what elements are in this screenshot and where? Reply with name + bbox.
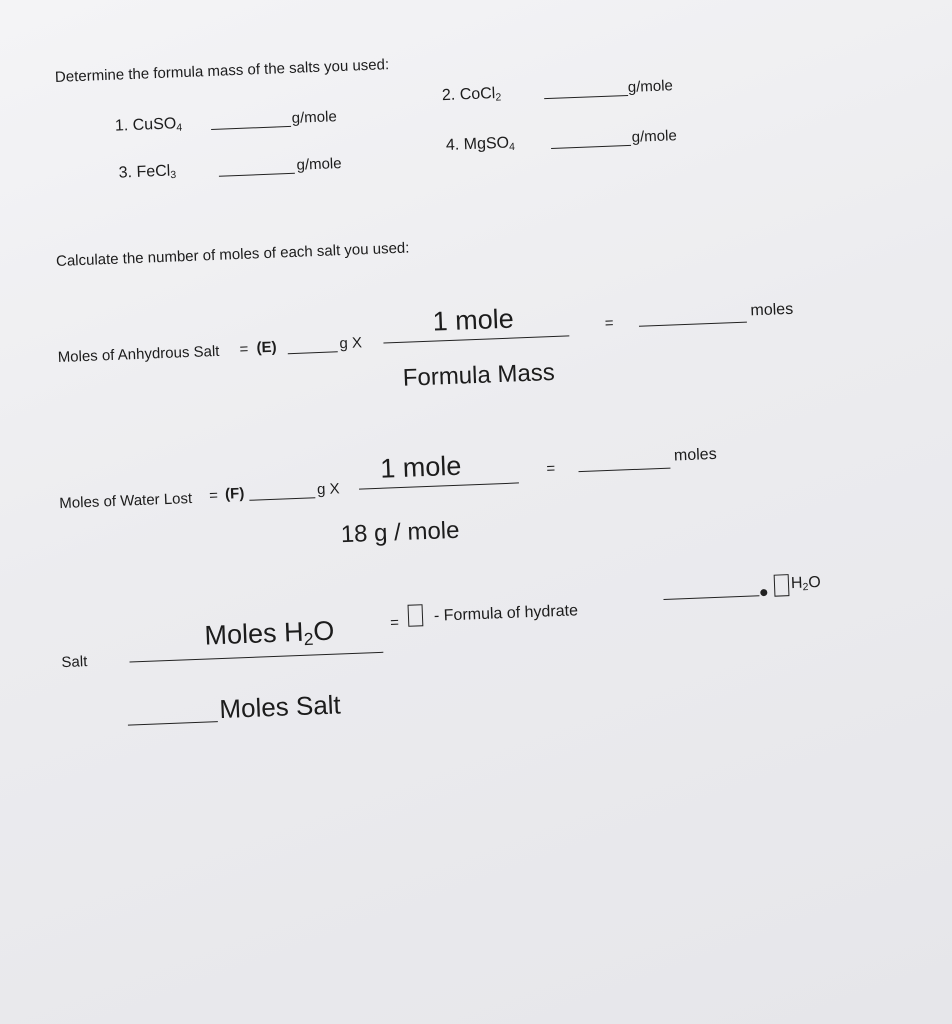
salt-moles-blank[interactable] — [128, 721, 218, 725]
mgso4-mass-blank[interactable] — [551, 145, 631, 149]
anhydrous-equals: = — [604, 314, 614, 333]
cuso4-unit: g/mole — [291, 108, 338, 127]
ratio-answer-box[interactable] — [408, 604, 424, 627]
anhydrous-denominator: Formula Mass — [402, 358, 556, 392]
anhydrous-unit: moles — [750, 300, 794, 320]
ratio-numerator: Moles $H_2O$ — [203, 615, 335, 651]
formula-mass-heading: Determine the formula mass of the salts you used: — [54, 56, 390, 86]
anhydrous-label: Moles of Anhydrous Salt — [57, 342, 220, 367]
salt-fecl3: 3. FeCl$_3$ — [118, 162, 177, 182]
salt-cuso4: 1. CuSO$_4$ — [114, 115, 183, 135]
hydrate-water-label: $H_2O$ — [790, 573, 822, 594]
anhydrous-mass-blank[interactable] — [288, 351, 338, 354]
anhydrous-moles-blank[interactable] — [639, 322, 747, 327]
salt-cocl2: 2. CoCl$_2$ — [441, 85, 502, 105]
anhydrous-ref: (E) — [256, 338, 277, 357]
fecl3-unit: g/mole — [296, 155, 342, 174]
ratio-fraction-line — [129, 652, 383, 663]
anhydrous-gx: g X — [339, 334, 363, 353]
water-eq: = — [208, 487, 219, 505]
salt-label: Salt — [61, 653, 88, 672]
hydrate-salt-blank[interactable] — [663, 595, 759, 600]
water-equals: = — [546, 460, 556, 478]
formula-of-hydrate-label: - Formula of hydrate — [433, 602, 579, 625]
water-moles-blank[interactable] — [579, 468, 671, 473]
fecl3-mass-blank[interactable] — [219, 173, 295, 177]
ratio-equals: = — [389, 614, 400, 632]
moles-heading: Calculate the number of moles of each salt you used: — [55, 239, 410, 271]
anhydrous-eq: = — [239, 340, 249, 359]
water-unit: moles — [673, 445, 717, 465]
cocl2-mass-blank[interactable] — [544, 95, 628, 99]
water-denominator: 18 g / mole — [340, 516, 460, 549]
water-label: Moles of Water Lost — [59, 489, 193, 513]
mgso4-unit: g/mole — [631, 127, 678, 146]
hydrate-water-box[interactable] — [774, 574, 790, 597]
water-mass-blank[interactable] — [249, 497, 315, 501]
cuso4-mass-blank[interactable] — [211, 126, 291, 130]
water-numerator: 1 mole — [379, 450, 462, 484]
cocl2-unit: g/mole — [627, 77, 674, 96]
ratio-denominator: Moles Salt — [218, 689, 342, 725]
anhydrous-fraction-line — [383, 335, 569, 343]
water-ref: (F) — [224, 484, 245, 503]
anhydrous-numerator: 1 mole — [432, 303, 515, 337]
salt-mgso4: 4. MgSO$_4$ — [445, 134, 516, 154]
water-gx: g X — [316, 480, 340, 499]
hydrate-dot — [760, 589, 767, 596]
